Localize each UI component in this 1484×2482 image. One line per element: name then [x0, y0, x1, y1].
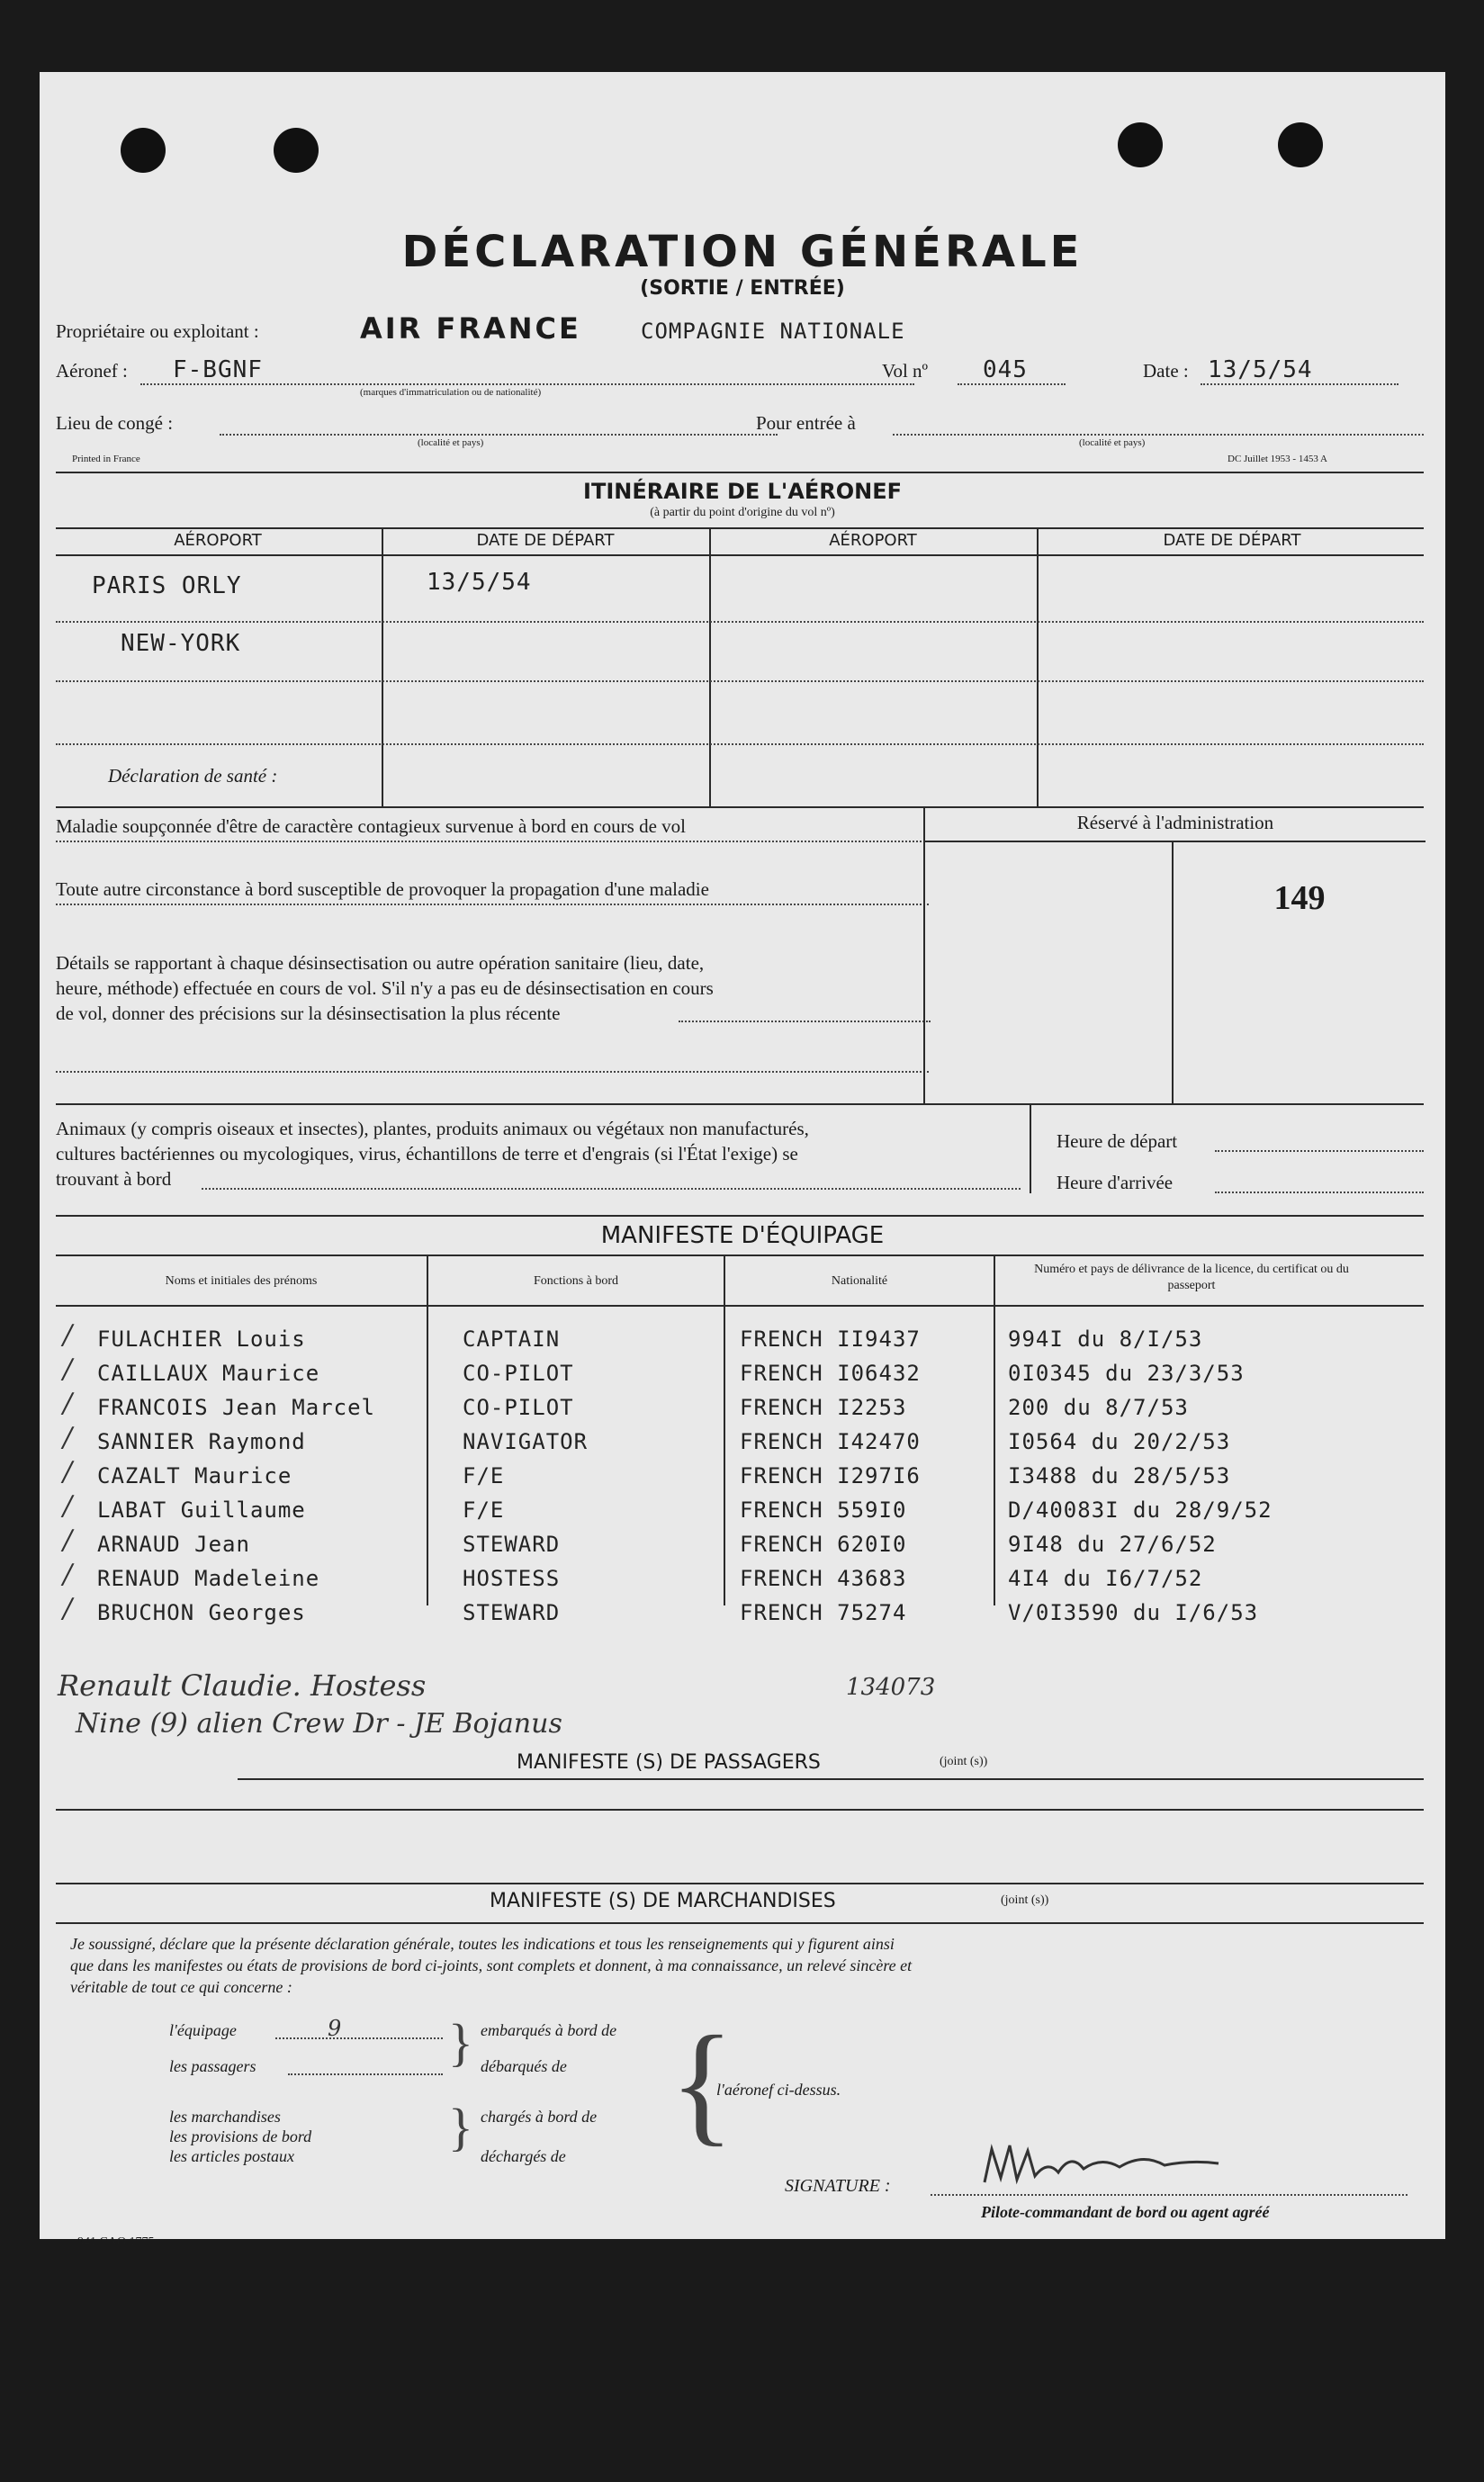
signer-label: Pilote-commandant de bord ou agent agréé	[981, 2203, 1270, 2221]
provisions-label: les provisions de bord	[169, 2127, 312, 2145]
crew-function: NAVIGATOR	[463, 1429, 589, 1454]
embarked-label: embarqués à bord de	[481, 2021, 617, 2039]
unloaded-label: déchargés de	[481, 2147, 566, 2165]
aircraft-label: Aéronef :	[56, 360, 128, 382]
crew-nationality: FRENCH I297I6	[740, 1463, 921, 1488]
crew-function: STEWARD	[463, 1600, 561, 1625]
date-value: 13/5/54	[1208, 356, 1313, 383]
flight-value: 045	[983, 356, 1028, 383]
check-mark-icon: /	[63, 1319, 73, 1351]
crew-function: CO-PILOT	[463, 1361, 574, 1386]
arrival-time-label: Heure d'arrivée	[1057, 1172, 1174, 1193]
check-mark-icon: /	[63, 1524, 73, 1556]
itinerary-airport-2: NEW-YORK	[121, 630, 241, 657]
animals-line-a: Animaux (y compris oiseaux et insectes), plantes, produits animaux ou végétaux non manufacturés,	[56, 1118, 809, 1139]
crew-function: CAPTAIN	[463, 1326, 561, 1352]
check-mark-icon: /	[63, 1490, 73, 1522]
animals-line-c: trouvant à bord	[56, 1168, 172, 1190]
crew-header-nationality: Nationalité	[831, 1274, 888, 1288]
check-mark-icon: /	[63, 1353, 73, 1385]
health-line-2: Toute autre circonstance à bord susceptible de provoquer la propagation d'une maladie	[56, 878, 709, 900]
crew-count-label: l'équipage	[169, 2021, 237, 2039]
crew-count-value: 9	[328, 2016, 342, 2041]
crew-function: F/E	[463, 1463, 505, 1488]
handwritten-signature	[976, 2133, 1246, 2196]
itinerary-date-1: 13/5/54	[427, 569, 532, 596]
departure-label: Lieu de congé :	[56, 412, 174, 434]
aircraft-value: F-BGNF	[173, 356, 263, 383]
crew-name: CAZALT Maurice	[97, 1463, 292, 1488]
passenger-manifest-title: MANIFESTE (S) DE PASSAGERS	[517, 1751, 821, 1774]
itinerary-header-airport: AÉROPORT	[829, 531, 917, 550]
goods-label: les marchandises	[169, 2108, 281, 2126]
health-line-1: Maladie soupçonnée d'être de caractère contagieux survenue à bord en cours de vol	[56, 815, 686, 837]
crew-license: I0564 du 20/2/53	[1008, 1429, 1231, 1454]
declaration-line-c: véritable de tout ce qui concerne :	[70, 1978, 292, 1996]
form-number: 941 CAO 1775	[77, 2235, 155, 2249]
crew-name: FULACHIER Louis	[97, 1326, 306, 1352]
punch-hole	[121, 128, 166, 173]
crew-license: I3488 du 28/5/53	[1008, 1463, 1231, 1488]
document-subtitle: (SORTIE / ENTRÉE)	[640, 277, 845, 300]
declaration-line-a: Je soussigné, déclare que la présente déclaration générale, toutes les indications et tous les renseignements qui y figurent ainsi	[70, 1935, 895, 1953]
cargo-manifest-title: MANIFESTE (S) DE MARCHANDISES	[490, 1890, 836, 1912]
crew-license: 994I du 8/I/53	[1008, 1326, 1203, 1352]
crew-name: SANNIER Raymond	[97, 1429, 306, 1454]
arrival-note: (localité et pays)	[1079, 437, 1146, 448]
itinerary-header-date: DATE DE DÉPART	[476, 531, 615, 550]
health-line-3c: de vol, donner des précisions sur la désinsectisation la plus récente	[56, 1003, 561, 1024]
crew-license: 200 du 8/7/53	[1008, 1395, 1189, 1420]
crew-nationality: FRENCH I42470	[740, 1429, 921, 1454]
handwritten-number: 134073	[846, 1674, 936, 1701]
itinerary-title: ITINÉRAIRE DE L'AÉRONEF	[583, 479, 902, 504]
health-line-3a: Détails se rapportant à chaque désinsectisation ou autre opération sanitaire (lieu, date,	[56, 952, 705, 974]
owner-extra: COMPAGNIE NATIONALE	[641, 319, 905, 344]
crew-nationality: FRENCH 43683	[740, 1566, 907, 1591]
punch-hole	[1278, 122, 1323, 167]
handwritten-crew-addition: Renault Claudie. Hostess	[58, 1668, 427, 1703]
crew-nationality: FRENCH 75274	[740, 1600, 907, 1625]
crew-license: 9I48 du 27/6/52	[1008, 1532, 1217, 1557]
crew-nationality: FRENCH 559I0	[740, 1497, 907, 1523]
crew-manifest-title: MANIFESTE D'ÉQUIPAGE	[600, 1222, 885, 1249]
crew-nationality: FRENCH I06432	[740, 1361, 921, 1386]
printer-note: Printed in France	[72, 454, 140, 464]
declaration-line-b: que dans les manifestes ou états de provisions de bord ci-joints, sont complets et donnent, à ma connaissance, un relevé sincère et	[70, 1956, 913, 1974]
crew-name: RENAUD Madeleine	[97, 1566, 320, 1591]
crew-function: STEWARD	[463, 1532, 561, 1557]
crew-header-function: Fonctions à bord	[533, 1274, 619, 1288]
loaded-label: chargés à bord de	[481, 2108, 598, 2126]
admin-title: Réservé à l'administration	[1076, 812, 1274, 833]
flight-label: Vol nº	[882, 360, 929, 382]
aircraft-above-label: l'aéronef ci-dessus.	[716, 2081, 841, 2099]
crew-license: 0I0345 du 23/3/53	[1008, 1361, 1245, 1386]
crew-nationality: FRENCH 620I0	[740, 1532, 907, 1557]
admin-number: 149	[1273, 879, 1326, 917]
check-mark-icon: /	[63, 1559, 73, 1590]
crew-header-name: Noms et initiales des prénoms	[165, 1274, 318, 1288]
owner-label: Propriétaire ou exploitant :	[56, 320, 259, 342]
passengers-count-label: les passagers	[169, 2057, 256, 2075]
health-line-3b: heure, méthode) effectuée en cours de vol. S'il n'y a pas eu de désinsectisation en cours	[56, 977, 714, 999]
crew-function: CO-PILOT	[463, 1395, 574, 1420]
owner-value: AIR FRANCE	[360, 311, 581, 346]
passenger-manifest-joint: (joint (s))	[940, 1755, 988, 1768]
itinerary-subtitle: (à partir du point d'origine du vol nº)	[650, 506, 835, 519]
crew-name: BRUCHON Georges	[97, 1600, 306, 1625]
animals-line-b: cultures bactériennes ou mycologiques, virus, échantillons de terre et d'engrais (si l'État l'exige) se	[56, 1143, 798, 1165]
crew-license: D/40083I du 28/9/52	[1008, 1497, 1273, 1523]
crew-nationality: FRENCH II9437	[740, 1326, 921, 1352]
departure-note: (localité et pays)	[418, 437, 484, 448]
handwritten-crew-note: Nine (9) alien Crew Dr - JE Bojanus	[76, 1708, 562, 1740]
check-mark-icon: /	[63, 1593, 73, 1624]
departure-time-label: Heure de départ	[1057, 1130, 1178, 1152]
signature-label: SIGNATURE :	[785, 2176, 891, 2196]
crew-name: FRANCOIS Jean Marcel	[97, 1395, 375, 1420]
crew-license: V/0I3590 du I/6/53	[1008, 1600, 1259, 1625]
disembarked-label: débarqués de	[481, 2057, 567, 2075]
crew-name: ARNAUD Jean	[97, 1532, 250, 1557]
crew-header-license: Numéro et pays de délivrance de la licence, du certificat ou du passeport	[1034, 1263, 1349, 1292]
document-title: DÉCLARATION GÉNÉRALE	[401, 227, 1084, 277]
crew-license: 4I4 du I6/7/52	[1008, 1566, 1203, 1591]
document-sheet: DÉCLARATION GÉNÉRALE (SORTIE / ENTRÉE) Propriétaire ou exploitant : AIR FRANCE COMPAGNIE NATIONALE Aéronef : F-BGNF (marques d'immatriculation ou de nationalité) Vol nº 045 Date : 13/5/54 Lieu de congé : (localité et pays) Pour entrée à (localité et pays) Printed in France DC Juillet 1953 - 1453 A ITINÉRAIRE DE L'AÉRONEF (à partir du point d'origine du vol nº) AÉROPORT DATE DE DÉPART AÉROPORT DATE DE DÉPART PARIS ORLY 13/5/54 NEW-YORK Déclaration de santé : Maladie soupçonnée d'être de caractère contagieux survenue à bord en cours de vol Toute autre circonstance à bord susceptible de provoquer la propagation d'une maladie Détails se rapportant à chaque désinsectisation ou autre opération sanitaire (lieu, date, heure, méthode) effectuée en cours de vol. S'il n'y a pas eu de désinsectisation en cours de vol, donner des précisions sur la désinsectisation la plus récente Réservé à l'administration 149 Animaux (y compris oiseaux et insectes), plantes, produits animaux ou végétaux non manufacturés, cultures bactériennes ou mycologiques, virus, échantillons de terre et d'engrais (si l'État l'exige) se trouvant à bord Heure de départ Heure d'arrivée MANIFESTE D'ÉQUIPAGE Noms et initiales des prénoms Fonctions à bord Nationalité Numéro et pays de délivrance de la licence, du certificat ou du passeport FULACHIER Louis CAPTAIN FRENCH II9437 994I du 8/I/53 / CAILLAUX Maurice CO-PILOT FRENCH I06432 0I0345 du 23/3/53 / FRANCOIS Jean Marcel CO-PILOT FRENCH I2253 200 du 8/7/53 / SANNIER Raymond NAVIGATOR FRENCH I42470 I0564 du 20/2/53 / CAZALT Maurice F/E FRENCH I297I6 I3488 du 28/5/53 / LABAT Guillaume F/E FRENCH 559I0 D/40083I du 28/9/52 / ARNAUD Jean STEWARD FRENCH 620I0 9I48 du 27/6/52 / RENAUD Madeleine HOSTESS FRENCH 43683 4I4 du I6/7/52 / BRUCHON Georges STEWARD FRENCH 75274 V/0I3590 du I/6/53 / Renault Claudie. Hostess 134073 Nine (9) alien Crew Dr - JE Bojanus MANIFESTE (S) DE PASSAGERS (joint (s)) MANIFESTE (S) DE MARCHANDISES (joint (s)) Je soussigné, déclare que la présente déclaration générale, toutes les indications et tous les renseignements qui y figurent ainsi que dans les manifestes ou états de provisions de bord ci-joints, sont complets et donnent, à ma connaissance, un relevé sincère et véritable de tout ce qui concerne : l'équipage 9 les passagers } embarqués à bord de débarqués de les marchandises les provisions de bord les articles postaux } chargés à bord de déchargés de { l'aéronef ci-dessus. SIGNATURE : Pilote-commandant de bord ou agent agréé 941 CAO 1775	[40, 72, 1445, 2239]
cargo-manifest-joint: (joint (s))	[1001, 1893, 1049, 1907]
crew-name: LABAT Guillaume	[97, 1497, 306, 1523]
crew-name: CAILLAUX Maurice	[97, 1361, 320, 1386]
itinerary-header-airport: AÉROPORT	[174, 531, 262, 550]
punch-hole	[274, 128, 319, 173]
check-mark-icon: /	[63, 1388, 73, 1419]
date-label: Date :	[1143, 360, 1189, 382]
check-mark-icon: /	[63, 1456, 73, 1488]
postal-label: les articles postaux	[169, 2147, 294, 2165]
itinerary-airport-1: PARIS ORLY	[92, 572, 242, 599]
health-title: Déclaration de santé :	[108, 765, 278, 787]
crew-nationality: FRENCH I2253	[740, 1395, 907, 1420]
itinerary-header-date: DATE DE DÉPART	[1163, 531, 1301, 550]
form-code: DC Juillet 1953 - 1453 A	[1228, 454, 1327, 464]
crew-function: HOSTESS	[463, 1566, 561, 1591]
arrival-label: Pour entrée à	[756, 412, 856, 434]
punch-hole	[1118, 122, 1163, 167]
aircraft-note: (marques d'immatriculation ou de nationalité)	[360, 387, 542, 398]
crew-function: F/E	[463, 1497, 505, 1523]
check-mark-icon: /	[63, 1422, 73, 1453]
